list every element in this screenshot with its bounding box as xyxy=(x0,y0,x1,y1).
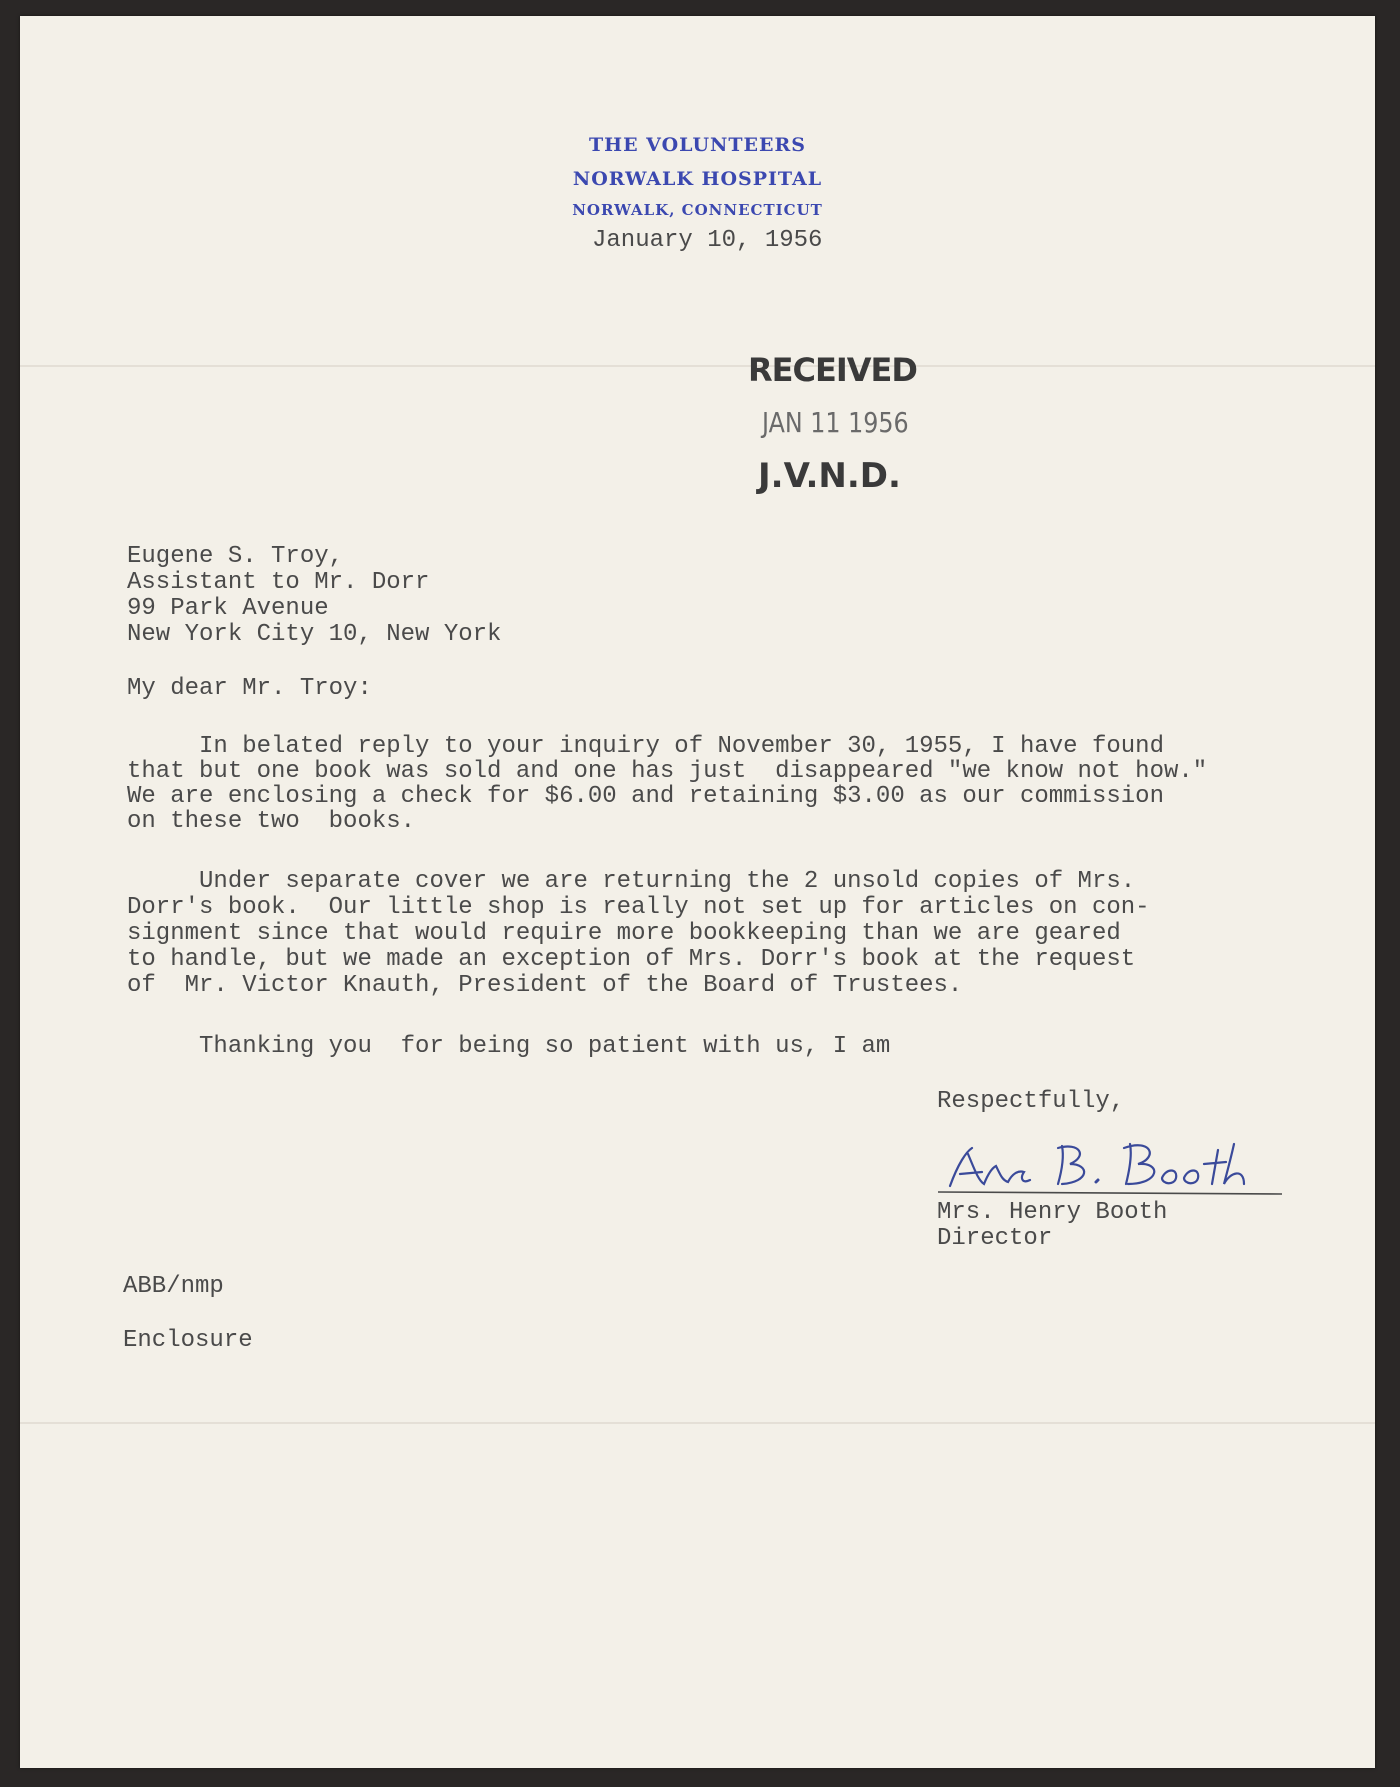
body-line: of Mr. Victor Knauth, President of the Board of Trustees. xyxy=(127,972,963,999)
recipient-line: New York City 10, New York xyxy=(127,621,502,648)
body-line: We are enclosing a check for $6.00 and retaining $3.00 as our commission xyxy=(127,783,1164,810)
body-line: on these two books. xyxy=(127,808,416,835)
signer-name: Mrs. Henry Booth xyxy=(937,1199,1168,1226)
received-date-stamp: JAN 11 1956 xyxy=(762,406,909,439)
received-initials-stamp: J.V.N.D. xyxy=(758,456,901,496)
reference-initials: ABB/nmp xyxy=(123,1273,224,1300)
recipient-line: Assistant to Mr. Dorr xyxy=(127,569,430,596)
enclosure-note: Enclosure xyxy=(123,1327,253,1354)
body-line: Under separate cover we are returning the 2 unsold copies of Mrs. xyxy=(127,868,1136,895)
handwritten-signature xyxy=(930,1134,1290,1204)
letterhead-city: NORWALK, CONNECTICUT xyxy=(572,201,823,219)
letterhead-org: THE VOLUNTEERS xyxy=(588,134,807,156)
letter-date: January 10, 1956 xyxy=(592,227,823,254)
fold-crease xyxy=(20,365,1375,367)
salutation: My dear Mr. Troy: xyxy=(127,675,372,702)
letterhead-hospital: NORWALK HOSPITAL xyxy=(572,168,823,190)
recipient-line: Eugene S. Troy, xyxy=(127,543,344,570)
body-line: Thanking you for being so patient with us, I am xyxy=(127,1033,891,1060)
received-stamp: RECEIVED xyxy=(748,351,917,389)
body-line: that but one book was sold and one has just disappeared "we know not how." xyxy=(127,758,1208,785)
letter-page xyxy=(20,16,1375,1768)
body-line: In belated reply to your inquiry of November 30, 1955, I have found xyxy=(127,733,1164,760)
body-line: signment since that would require more bookkeeping than we are geared xyxy=(127,920,1121,947)
closing: Respectfully, xyxy=(937,1088,1125,1115)
recipient-line: 99 Park Avenue xyxy=(127,595,329,622)
signer-title: Director xyxy=(937,1225,1053,1252)
body-line: Dorr's book. Our little shop is really not set up for articles on con- xyxy=(127,894,1150,921)
body-line: to handle, but we made an exception of Mrs. Dorr's book at the request xyxy=(127,946,1136,973)
fold-crease xyxy=(20,1422,1375,1424)
